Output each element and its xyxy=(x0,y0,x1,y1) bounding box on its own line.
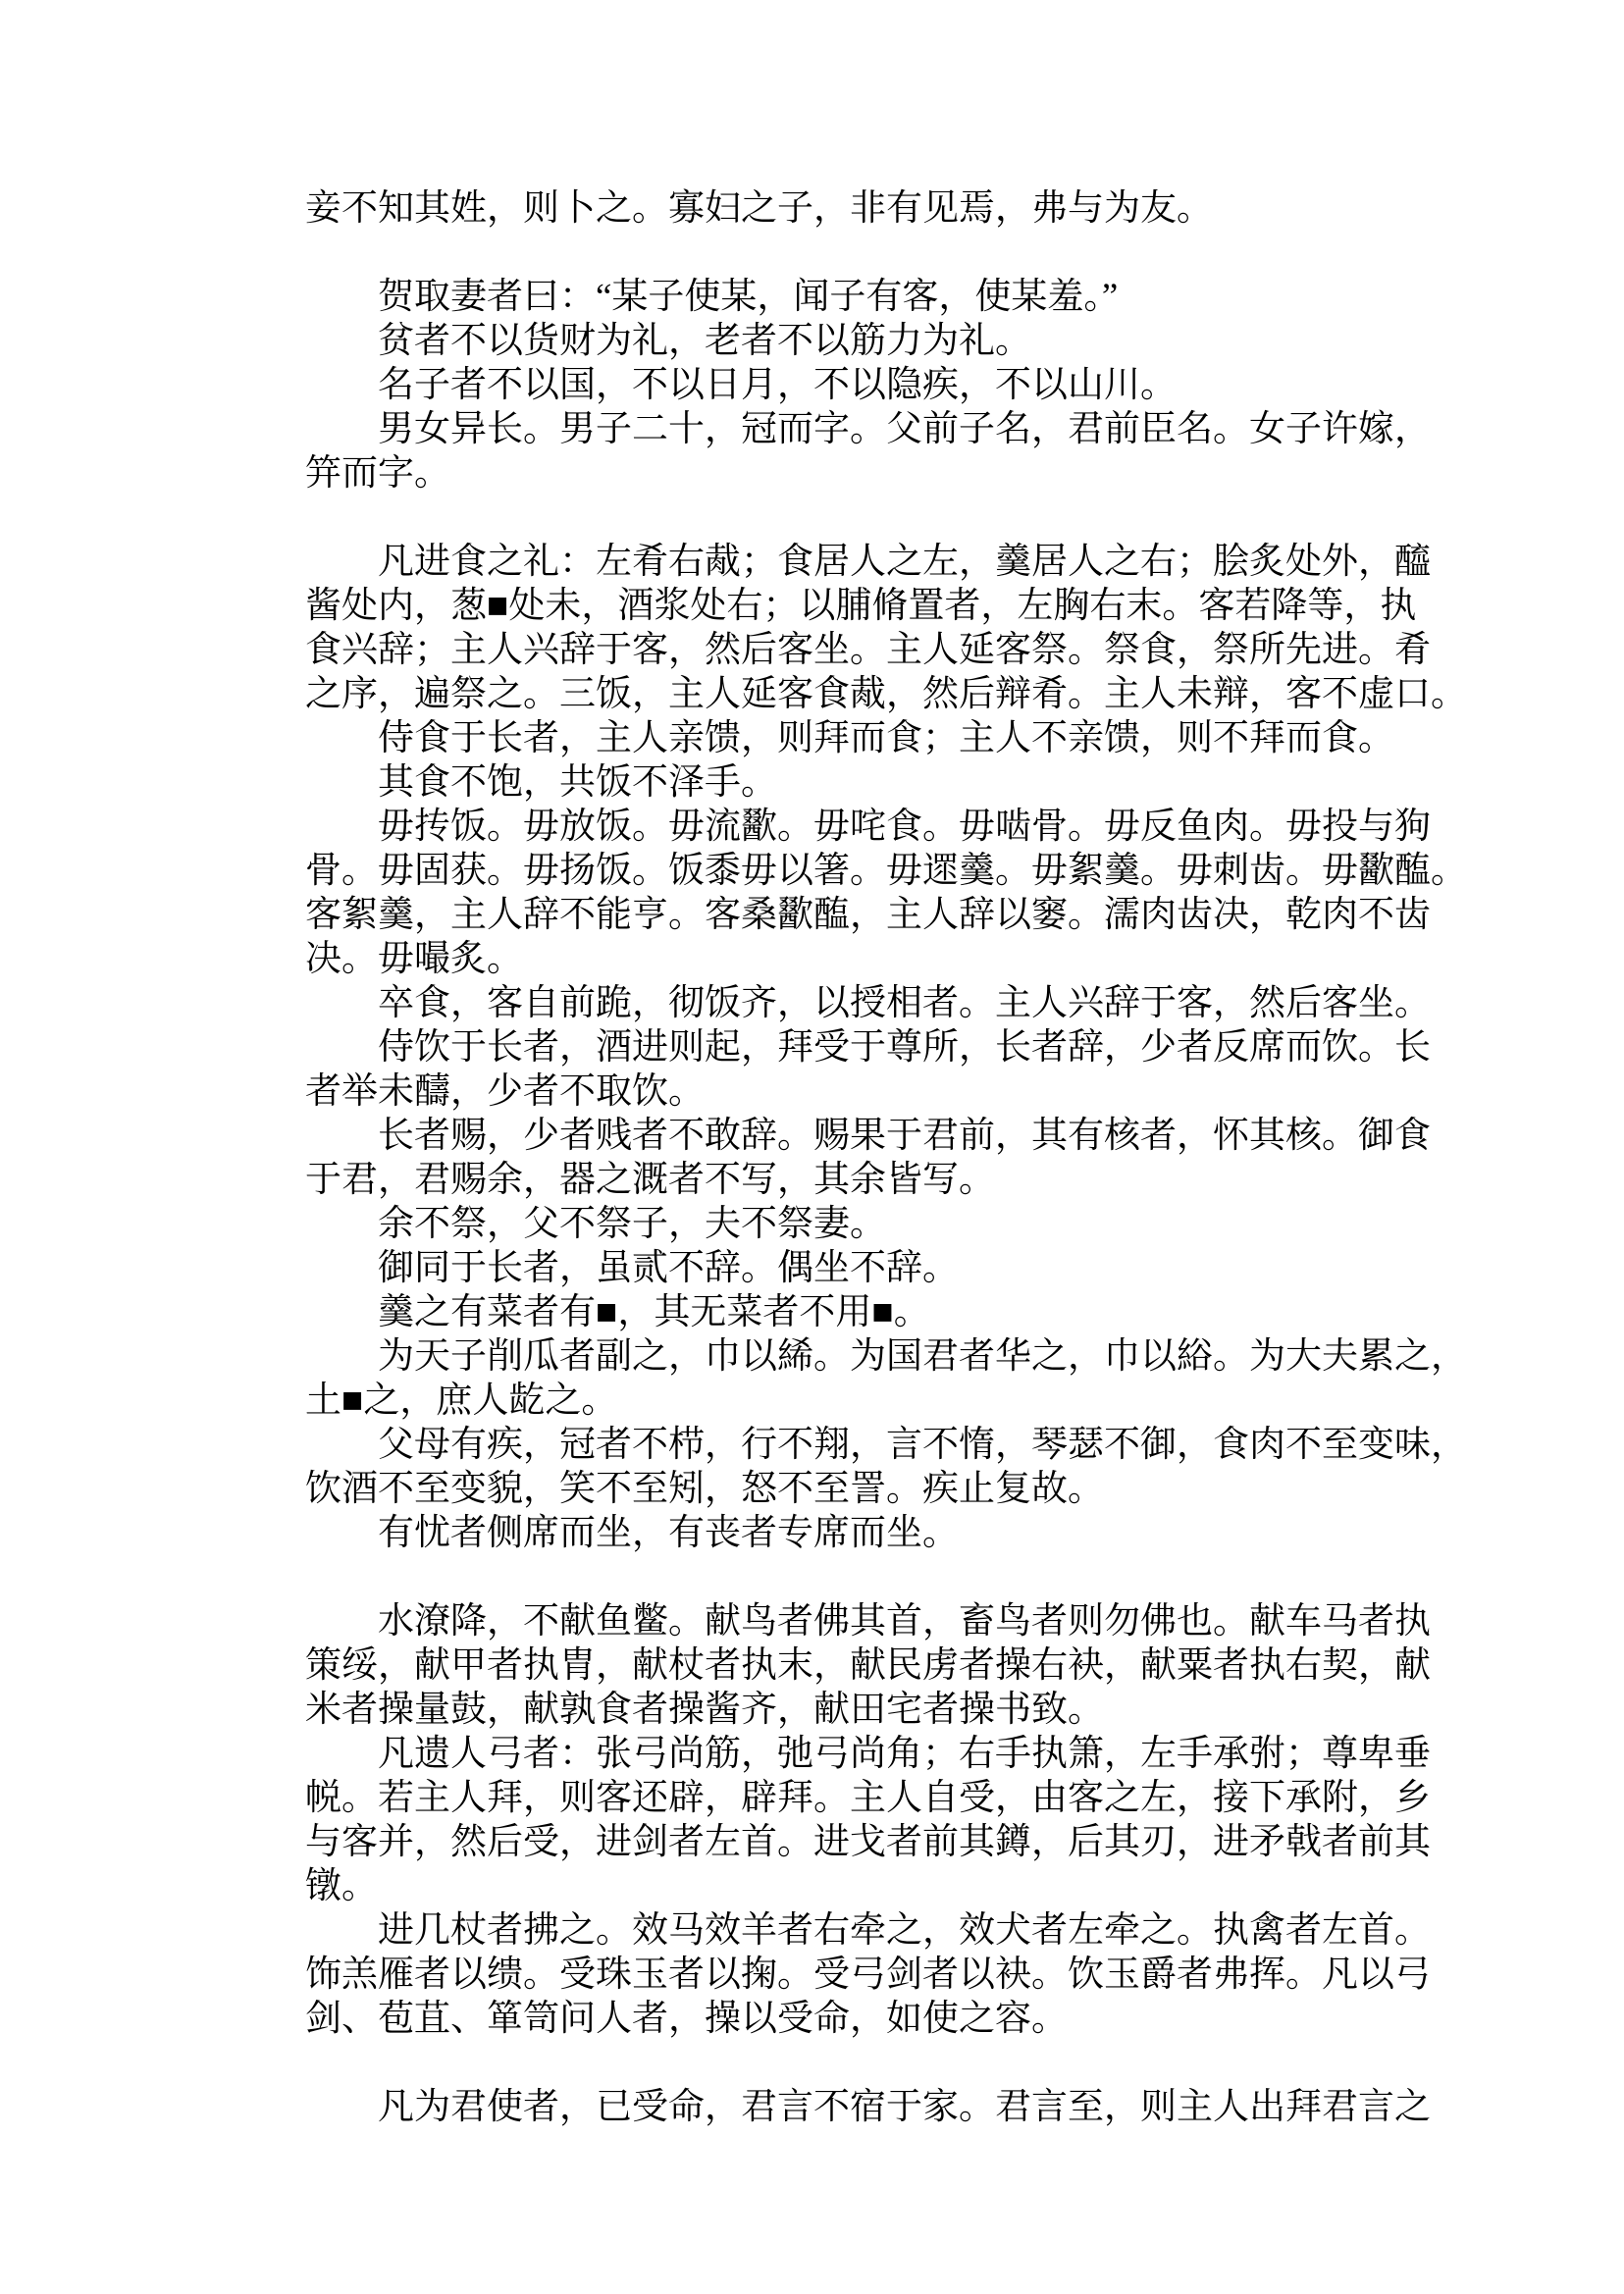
text-section xyxy=(305,275,1431,495)
text-line: 策绥，献甲者执胄，献杖者执末，献民虏者操右袂，献粟者执右契，献 xyxy=(305,1645,1431,1686)
text-line: 骨。毋固获。毋扬饭。饭黍毋以箸。毋遝羹。毋絮羹。毋刺齿。毋歠醢。 xyxy=(305,851,1467,891)
text-line: 羹之有菜者有■，其无菜者不用■。 xyxy=(378,1292,930,1332)
text-line: 客絮羹，主人辞不能亨。客桑歠醢，主人辞以窭。濡肉齿决，乾肉不齿 xyxy=(305,895,1431,935)
text-line: 其食不饱，共饭不泽手。 xyxy=(378,762,777,803)
text-line: 父母有疾，冠者不栉，行不翔，言不惰，琴瑟不御，食肉不至变味， xyxy=(378,1425,1467,1465)
text-line: 者举未醻，少者不取饮。 xyxy=(305,1071,705,1112)
text-line: 与客并，然后受，进剑者左首。进戈者前其鐏，后其刃，进矛戟者前其 xyxy=(305,1822,1431,1862)
text-line: 笄而字。 xyxy=(305,453,450,494)
text-line: 为天子削瓜者副之，巾以絺。为国君者华之，巾以綌。为大夫累之， xyxy=(378,1336,1467,1377)
text-line: 决。毋嘬炙。 xyxy=(305,939,523,979)
text-line: 凡进食之礼：左肴右胾；食居人之左，羹居人之右；脍炙处外，醯 xyxy=(378,542,1431,582)
text-line: 水潦降，不献鱼鳖。献鸟者佛其首，畜鸟者则勿佛也。献车马者执 xyxy=(378,1601,1431,1642)
text-line: 酱处内，葱■处未，酒浆处右；以脯脩置者，左胸右末。客若降等，执 xyxy=(305,586,1417,626)
text-line: 食兴辞；主人兴辞于客，然后客坐。主人延客祭。祭食，祭所先进。肴 xyxy=(305,630,1431,670)
text-line: 贫者不以货财为礼，老者不以筋力为礼。 xyxy=(378,321,1031,361)
text-line: 余不祭，父不祭子，夫不祭妻。 xyxy=(378,1204,886,1244)
text-section xyxy=(305,2085,1431,2129)
text-line: 于君，君赐余，器之溉者不写，其余皆写。 xyxy=(305,1160,995,1200)
text-line: 有忧者侧席而坐，有丧者专席而坐。 xyxy=(378,1513,959,1553)
text-line: 土■之，庶人龁之。 xyxy=(305,1381,618,1421)
text-line: 凡遗人弓者：张弓尚筋，弛弓尚角；右手执箫，左手承弣；尊卑垂 xyxy=(378,1734,1431,1774)
text-line: 御同于长者，虽贰不辞。偶坐不辞。 xyxy=(378,1248,959,1288)
text-line: 凡为君使者，已受命，君言不宿于家。君言至，则主人出拜君言之 xyxy=(378,2087,1431,2127)
text-section xyxy=(305,186,1326,231)
text-line: 男女异长。男子二十，冠而字。父前子名，君前臣名。女子许嫁， xyxy=(378,409,1431,449)
text-line: 卒食，客自前跪，彻饭齐，以授相者。主人兴辞于客，然后客坐。 xyxy=(378,983,1431,1023)
text-line: 米者操量鼓，献孰食者操酱齐，献田宅者操书致。 xyxy=(305,1690,1104,1730)
text-line: 之序，遍祭之。三饭，主人延客食胾，然后辩肴。主人未辩，客不虚口。 xyxy=(305,674,1467,714)
text-section xyxy=(305,1599,1431,2041)
text-line: 帨。若主人拜，则客还辟，辟拜。主人自受，由客之左，接下承附，乡 xyxy=(305,1778,1431,1818)
text-line: 侍饮于长者，酒进则起，拜受于尊所，长者辞，少者反席而饮。长 xyxy=(378,1027,1431,1068)
text-line: 名子者不以国，不以日月，不以隐疾，不以山川。 xyxy=(378,365,1177,405)
document-page-body xyxy=(305,186,1467,2129)
text-line: 剑、苞苴、箪笥问人者，操以受命，如使之容。 xyxy=(305,1999,1068,2039)
text-line: 毋抟饭。毋放饭。毋流歠。毋咤食。毋啮骨。毋反鱼肉。毋投与狗 xyxy=(378,807,1431,847)
text-line: 长者赐，少者贱者不敢辞。赐果于君前，其有核者，怀其核。御食 xyxy=(378,1116,1431,1156)
text-line: 饮酒不至变貌，笑不至矧，怒不至詈。疾止复故。 xyxy=(305,1469,1104,1509)
text-line: 饰羔雁者以缋。受珠玉者以掬。受弓剑者以袂。饮玉爵者弗挥。凡以弓 xyxy=(305,1955,1431,1995)
text-section xyxy=(305,540,1467,1555)
text-line: 贺取妻者曰：“某子使某，闻子有客，使某羞。” xyxy=(378,277,1119,317)
text-line: 妾不知其姓，则卜之。寡妇之子，非有见焉，弗与为友。 xyxy=(305,188,1213,229)
text-line: 镦。 xyxy=(305,1866,378,1906)
text-line: 侍食于长者，主人亲馈，则拜而食；主人不亲馈，则不拜而食。 xyxy=(378,718,1394,758)
text-line: 进几杖者拂之。效马效羊者右牵之，效犬者左牵之。执禽者左首。 xyxy=(378,1910,1431,1951)
